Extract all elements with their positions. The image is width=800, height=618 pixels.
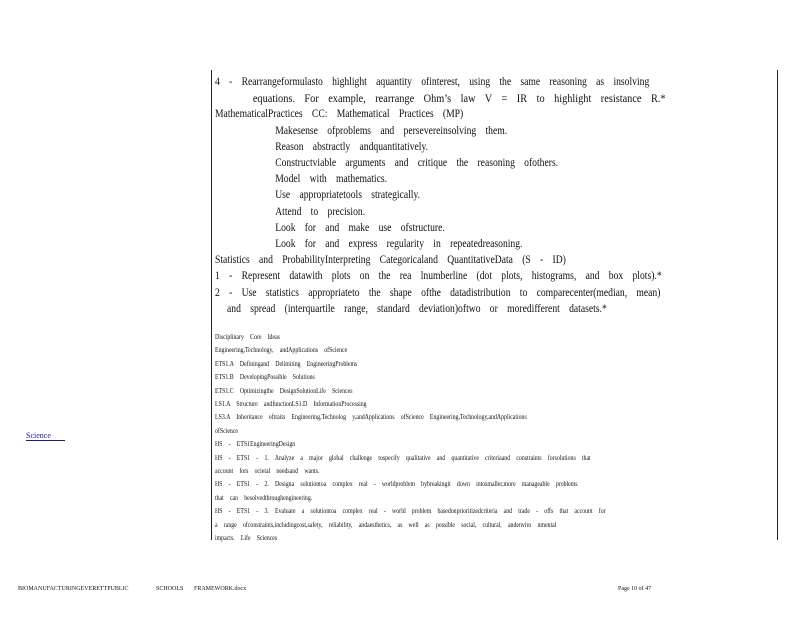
science-label: Science	[26, 431, 65, 441]
dci-line: account fors ocietal needsand wants.	[215, 466, 320, 476]
math-practices-heading: MathematicalPractices CC: Mathematical Practices (MP)	[215, 108, 464, 121]
dci-line: ETS1.A Definingand Delimiting EngineeringProblems	[215, 358, 358, 368]
table-right-border	[777, 70, 778, 540]
practice-item: Makesense ofproblems and persevereinsolving them.	[275, 124, 508, 137]
practice-item: Reason abstractly andquantitatively.	[275, 140, 429, 153]
table-left-border	[211, 70, 212, 540]
dci-line: impacts. Life Sciences	[215, 533, 278, 543]
practice-item: Look for and make use ofstructure.	[275, 221, 445, 234]
dci-line: ETS1.B DevelopingPossible Solutions	[215, 372, 315, 382]
dci-heading: Disciplinary Core Ideas	[215, 332, 280, 341]
dci-line: HS - ETS1 - 1. Analyze a major global challenge tospecify qualitative and quantitative criteriaand constraints forsolutions that	[215, 452, 591, 462]
standard-4-line1: 4 - Rearrangeformulasto highlight aquantity ofinterest, using the same reasoning as insolving	[215, 76, 650, 88]
dci-line: that can besolvedthroughengineering.	[215, 492, 313, 502]
dci-line: Engineering,Technology, andApplications ofScience	[215, 345, 348, 355]
dci-line: ETS1.C Optimizingthe DesignSolutionLife Sciences	[215, 385, 353, 395]
footer-organization: BIOMANUFACTURINGEVERETTPUBLIC	[18, 586, 129, 592]
standard-4-line2: equations. For example, rearrange Ohm’s law V = IR to highlight resistance R.*	[252, 91, 666, 106]
dci-line: a range ofconstraints,includingcost,safety, reliability, andaesthetics, as well as possible social, cultural, andenviro nmental	[215, 519, 557, 529]
dci-line: HS - ETS1 - 3. Evaluate a solutiontoa complex real - world problem basedonprioritizedcriteria and trade - offs that account for	[215, 506, 606, 516]
practice-item: Constructviable arguments and critique the reasoning ofothers.	[275, 157, 559, 170]
statistics-standard-1: 1 - Represent datawith plots on the rea lnumberline (dot plots, histograms, and box plots).*	[215, 270, 662, 283]
footer-schools: SCHOOLS	[156, 586, 184, 592]
footer-page-number: Page 10 of 47	[618, 586, 652, 592]
practice-item: Use appropriatetools strategically.	[275, 189, 421, 202]
practice-item: Model with mathematics.	[275, 173, 388, 186]
dci-line: LS1.A Structure andfunctionLS1.D InformationProcessing	[215, 399, 367, 409]
dci-line: HS - ETS1 - 2. Designa solutiontoa complex real - worldproblem bybreakingit down intosmaller,more manageable problems	[215, 479, 578, 489]
dci-line: ofScience	[215, 425, 239, 435]
statistics-standard-2-line2: and spread (interquartile range, standard deviation)oftwo or moredifferent datasets.*	[227, 302, 607, 315]
dci-line: LS3.A Inheritance oftraits Engineering,Technolog y,andApplications ofScience Engineering,Technology,andApplications	[215, 412, 527, 422]
statistics-standard-2-line1: 2 - Use statistics appropriateto the shape ofthe datadistribution to comparecenter(median, mean)	[215, 286, 661, 299]
practice-item: Look for and express regularity in repeatedreasoning.	[275, 238, 523, 251]
standards-block	[215, 74, 765, 317]
disciplinary-core-ideas	[215, 330, 768, 545]
footer-filename: FRAMEWORK.docx	[194, 586, 247, 592]
practice-item: Attend to precision.	[275, 205, 366, 218]
statistics-heading: Statistics and ProbabilityInterpreting Categoricaland QuantitativeData (S - ID)	[215, 254, 566, 267]
dci-line: HS - ETS1EngineeringDesign	[215, 439, 296, 449]
